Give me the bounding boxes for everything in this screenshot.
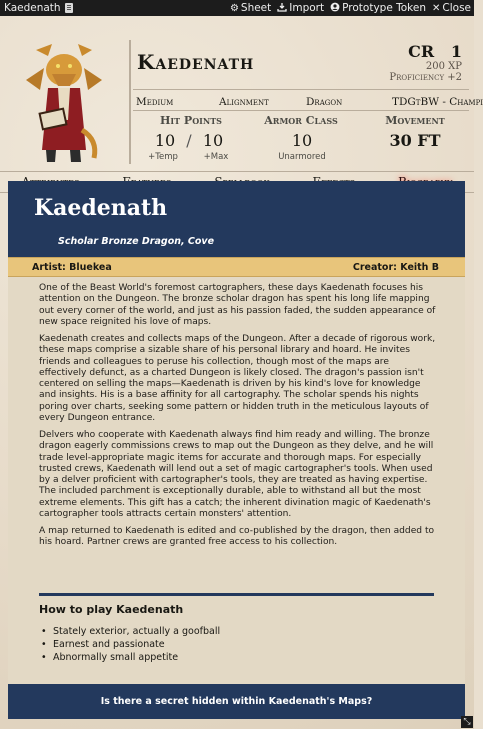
sheet-button-label: Sheet	[240, 2, 272, 14]
section-divider	[39, 593, 434, 596]
armor-class-label: Armor Class	[264, 114, 338, 127]
document-icon[interactable]	[65, 3, 73, 13]
cr-label: CR	[408, 42, 435, 61]
import-button[interactable]	[274, 2, 327, 15]
how-to-play-list	[39, 625, 220, 664]
source-field[interactable]: TDGtBW - Champi	[392, 96, 483, 108]
prototype-token-button[interactable]	[327, 2, 429, 15]
character-name[interactable]: Kaedenath	[137, 50, 255, 74]
hit-points-label: Hit Points	[160, 114, 222, 127]
proficiency-value: Proficiency +2	[389, 72, 462, 83]
hp-current[interactable]: 10	[154, 131, 176, 150]
cr-number: 1	[450, 42, 462, 61]
biography-paragraph: One of the Beast World's foremost cartographers, these days Kaedenath focuses his attention on the Dungeon. The bronze scholar dragon has spent his long life mapping out every corner of the world, and just as his passion faded, the sudden appearance of new space reignited his love of maps.	[39, 283, 436, 327]
biography-subtitle: Scholar Bronze Dragon, Cove	[58, 236, 215, 247]
import-icon	[277, 2, 287, 15]
creature-type-field[interactable]: Dragon	[306, 96, 343, 108]
window-title-text: Kaedenath	[4, 2, 61, 14]
biography-banner	[8, 181, 465, 257]
credit-bar	[8, 257, 465, 277]
details-divider	[133, 110, 469, 111]
movement-value[interactable]: 30 FT	[389, 131, 441, 150]
how-to-play-heading: How to play Kaedenath	[39, 603, 184, 616]
size-field[interactable]: Medium	[136, 96, 174, 108]
window-header	[0, 0, 474, 16]
close-button[interactable]	[429, 2, 474, 14]
secret-banner: Is there a secret hidden within Kaedenath's Maps?	[8, 684, 465, 719]
window-title	[0, 2, 227, 14]
import-button-label: Import	[289, 2, 325, 14]
biography-panel	[8, 181, 465, 719]
armor-type: Unarmored	[278, 152, 326, 162]
challenge-rating	[389, 42, 462, 83]
cr-value[interactable]	[389, 42, 462, 61]
close-icon: ✕	[432, 2, 441, 14]
biography-title: Kaedenath	[34, 195, 168, 221]
armor-class-value[interactable]: 10	[291, 131, 313, 150]
biography-paragraph: Delvers who cooperate with Kaedenath always find him ready and willing. The bronze dragon eagerly commissions crews to map out the Dungeon as they delve, and he will trade level-appropriate magic items for accurate and thorough maps. For especially trusted crews, Kaedenath will lend out a set of magic cartographer's tools. When used by a delver proficient with cartographer's tools, they are treated as having expertise. The included parchment is exceptionally durable, able to withstand all but the most extreme elements. This gift has a catch; the inherent divination magic of Kaedenath's cartographer tools attracts certain monsters' attention.	[39, 430, 434, 519]
movement-label: Movement	[385, 114, 445, 127]
list-item: • Earnest and passionate	[39, 638, 220, 651]
user-circle-icon	[330, 2, 340, 15]
biography-text	[39, 283, 439, 555]
prototype-token-label: Prototype Token	[342, 2, 426, 14]
character-portrait[interactable]	[22, 40, 106, 164]
close-button-label: Close	[442, 2, 471, 14]
portrait-divider	[129, 40, 131, 164]
alignment-field[interactable]: Alignment	[219, 96, 269, 108]
list-item: • Abnormally small appetite	[39, 651, 220, 664]
gear-icon: ⚙	[229, 2, 239, 14]
biography-paragraph: A map returned to Kaedenath is edited and co-published by the dragon, then added to his hoard. Partner crews are granted free access to his collection.	[39, 526, 435, 548]
xp-value: 200 XP	[425, 61, 462, 72]
creator-credit: Creator: Keith B	[352, 261, 439, 273]
biography-paragraph: Kaedenath creates and collects maps of the Dungeon. After a decade of rigorous work, these maps comprise a sizable share of his personal library and hoard. He invites friends and colleagues to peruse his collection, though most of the maps are effectively defunct, as a charted Dungeon is likely closed. The dragon's passion isn't centered on selling the maps—Kaedenath is driven by his kind's love for knowledge and insights. His is a base affinity for all cartography. The scholar spends his nights poring over charts, seeking some pattern or hidden truth in the meticulous layouts of every Dungeon entrance.	[39, 334, 436, 423]
hp-max-bonus[interactable]: +Max	[203, 152, 229, 162]
hp-separator: /	[186, 131, 192, 150]
name-divider	[133, 89, 469, 90]
resize-handle-icon[interactable]: ⤡	[461, 716, 473, 728]
hp-max[interactable]: 10	[202, 131, 224, 150]
list-item: • Stately exterior, actually a goofball	[39, 625, 220, 638]
sheet-button[interactable]	[227, 2, 274, 14]
hp-temp[interactable]: +Temp	[148, 152, 178, 162]
artist-credit: Artist: Bluekea	[32, 261, 112, 273]
